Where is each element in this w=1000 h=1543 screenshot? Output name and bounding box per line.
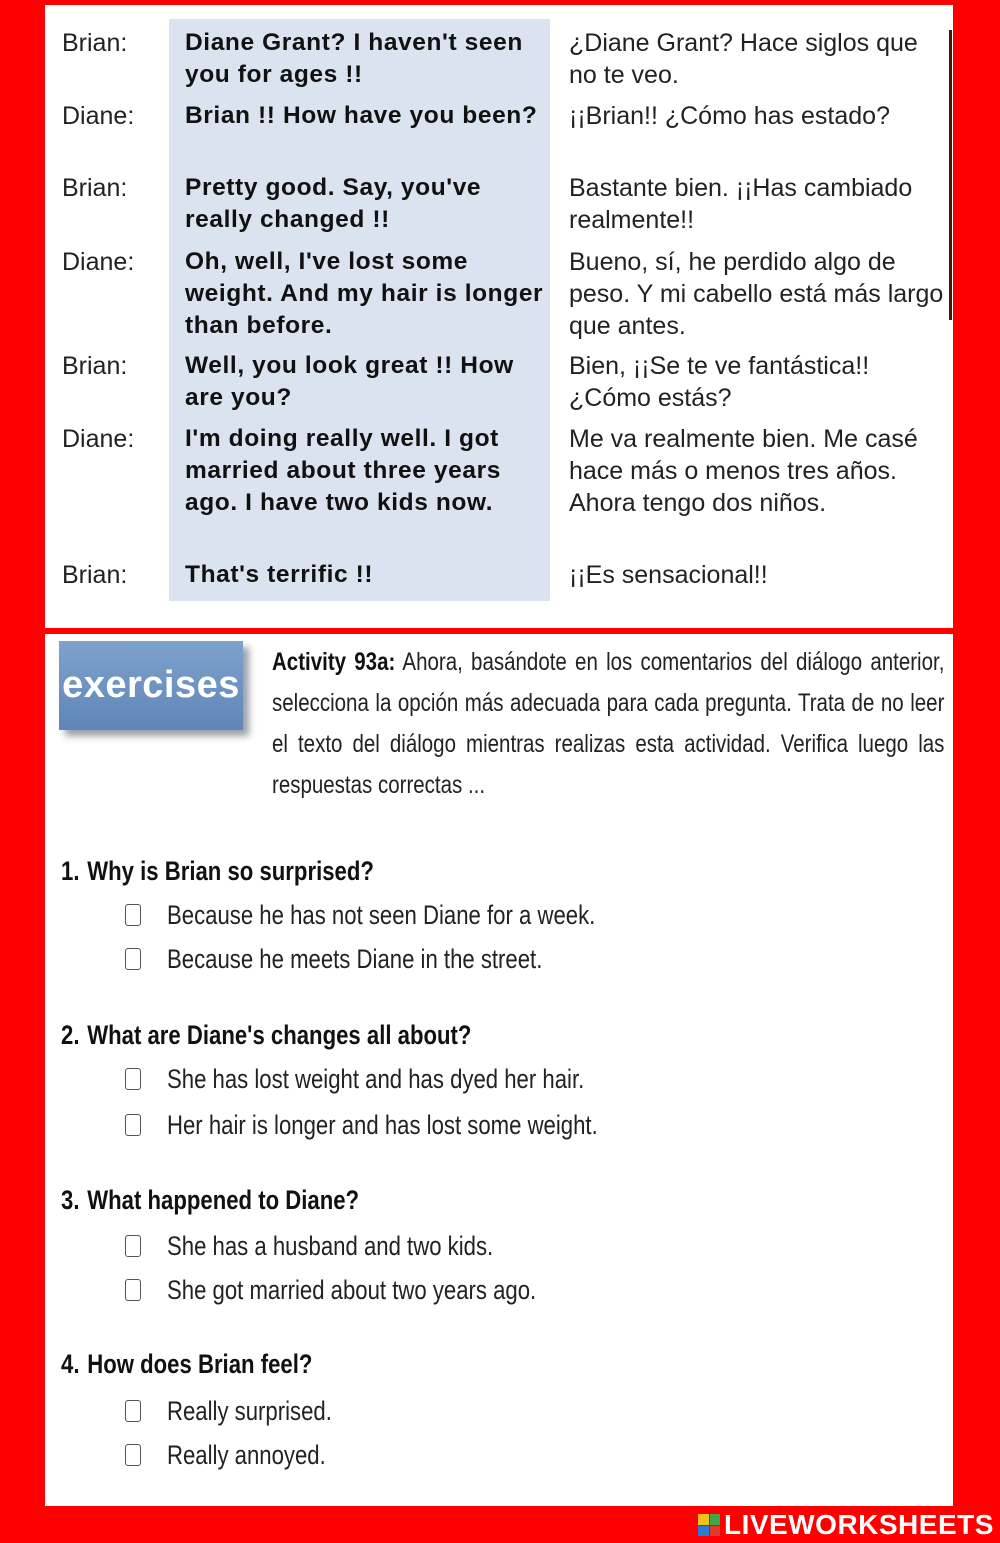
question-title xyxy=(61,856,374,887)
activity-text: Ahora, basándote en los comentarios del diálogo anterior, selecciona la opción más adecuada para cada pregunta. Trata de no leer el texto del diálogo mientras realizas esta actividad. Verifica luego las respuestas correctas ... xyxy=(272,648,945,799)
spanish-line: ¡¡Es sensacional!! xyxy=(569,561,768,589)
spanish-line: Bien, ¡¡Se te ve fantástica!! ¿Cómo estás? xyxy=(569,352,870,412)
speaker-label: Brian: xyxy=(62,174,128,202)
activity-instructions xyxy=(272,642,944,806)
question-title xyxy=(61,1185,359,1216)
speaker-label: Diane: xyxy=(62,248,135,276)
speaker-label: Brian: xyxy=(62,561,128,589)
english-line: Oh, well, I've lost some weight. And my hair is longer than before. xyxy=(185,248,544,339)
spanish-line: Bastante bien. ¡¡Has cambiado realmente!! xyxy=(569,174,913,234)
question-number: 3. xyxy=(61,1185,80,1215)
exercises-logo: exercises xyxy=(59,641,243,730)
option-label: Really surprised. xyxy=(167,1396,332,1426)
english-line: Diane Grant? I haven't seen you for ages !! xyxy=(185,29,523,88)
exercise-panel xyxy=(45,634,953,1506)
checkbox[interactable] xyxy=(125,1400,141,1422)
question-text: Why is Brian so surprised? xyxy=(87,856,374,886)
option-label: She has lost weight and has dyed her hair. xyxy=(167,1064,585,1094)
checkbox[interactable] xyxy=(125,1068,141,1090)
english-line: Well, you look great !! How are you? xyxy=(185,352,514,411)
checkbox[interactable] xyxy=(125,1279,141,1301)
scan-edge xyxy=(949,30,952,320)
liveworksheets-watermark xyxy=(698,1508,994,1542)
option-label: Because he has not seen Diane for a week. xyxy=(167,900,596,930)
question-text: What are Diane's changes all about? xyxy=(87,1020,472,1050)
activity-label: Activity 93a: xyxy=(272,648,396,676)
speaker-label: Brian: xyxy=(62,29,128,57)
checkbox[interactable] xyxy=(125,1114,141,1136)
question-text: How does Brian feel? xyxy=(87,1349,313,1379)
question-number: 1. xyxy=(61,856,80,886)
english-line: I'm doing really well. I got married about three years ago. I have two kids now. xyxy=(185,425,501,516)
speaker-label: Diane: xyxy=(62,102,135,130)
speaker-label: Brian: xyxy=(62,352,128,380)
spanish-line: ¿Diane Grant? Hace siglos que no te veo. xyxy=(569,29,918,89)
speaker-label: Diane: xyxy=(62,425,135,453)
spanish-line: Me va realmente bien. Me casé hace más o menos tres años. Ahora tengo dos niños. xyxy=(569,425,918,517)
question-number: 4. xyxy=(61,1349,80,1379)
spanish-line: ¡¡Brian!! ¿Cómo has estado? xyxy=(569,102,890,130)
checkbox[interactable] xyxy=(125,1235,141,1257)
question-text: What happened to Diane? xyxy=(87,1185,360,1215)
option-label: Really annoyed. xyxy=(167,1440,326,1470)
option-label: Because he meets Diane in the street. xyxy=(167,944,543,974)
question-title xyxy=(61,1020,471,1051)
english-line: Brian !! How have you been? xyxy=(185,102,538,129)
dialogue-panel xyxy=(45,5,953,628)
checkbox[interactable] xyxy=(125,948,141,970)
checkbox[interactable] xyxy=(125,904,141,926)
liveworksheets-logo-icon xyxy=(698,1514,720,1536)
option-label: She has a husband and two kids. xyxy=(167,1231,494,1261)
english-line: That's terrific !! xyxy=(185,561,374,588)
option-label: Her hair is longer and has lost some weight. xyxy=(167,1110,598,1140)
question-number: 2. xyxy=(61,1020,80,1050)
question-title xyxy=(61,1349,312,1380)
option-label: She got married about two years ago. xyxy=(167,1275,537,1305)
watermark-text: LIVEWORKSHEETS xyxy=(724,1509,994,1540)
english-line: Pretty good. Say, you've really changed !! xyxy=(185,174,482,233)
spanish-line: Bueno, sí, he perdido algo de peso. Y mi cabello está más largo que antes. xyxy=(569,248,944,340)
checkbox[interactable] xyxy=(125,1444,141,1466)
